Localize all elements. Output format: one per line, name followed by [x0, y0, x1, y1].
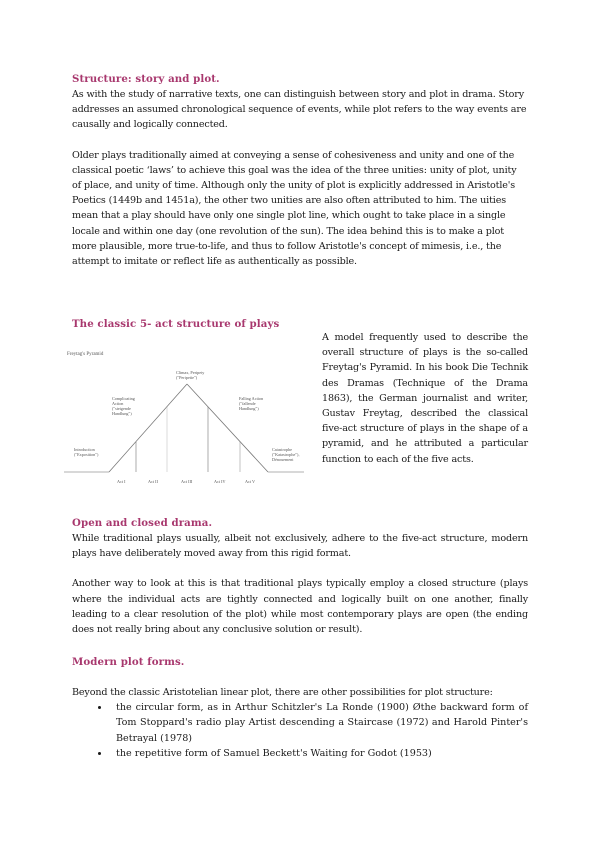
svg-text:Climax, Peripety: Climax, Peripety: [176, 370, 205, 375]
svg-text:("Exposition"): ("Exposition"): [74, 452, 99, 457]
paragraph-story-plot-2: Older plays traditionally aimed at conveying a sense of cohesiveness and unity and one of the classical poetic ‘laws’ to achieve this goal was the idea of the three unities: unity of plot, unity of place, and unity of time. Although only the unity of plot is explicitly addressed in Aristotle's Poetics (1449b and 1451a), the other two unities are also often attributed to him. The uities mean that a play should have only one single plot line, which ought to take place in a single locale and within one day (one revolution of the sun). The idea behind this is to make a plot more plausible, more true-to-life, and thus to follow Aristotle's concept of mimesis, i.e., the attempt to imitate or reflect life as authentically as possible.: [72, 149, 517, 268]
svg-text:("Katastrophe"),: ("Katastrophe"),: [272, 452, 300, 457]
svg-text:Act V: Act V: [245, 479, 256, 484]
heading-story-plot: Structure: story and plot.: [72, 73, 220, 85]
paragraph-open-closed-1: While traditional plays usually, albeit not exclusively, adhere to the five-act structure, modern plays have deliberately moved away from this rigid format.: [72, 533, 528, 560]
svg-text:Dénouement: Dénouement: [272, 457, 294, 462]
svg-text:Complicating: Complicating: [112, 396, 135, 401]
list-item: • the repetitive form of Samuel Beckett's Waiting for Godot (1953): [110, 746, 528, 761]
heading-modern-plot: Modern plot forms.: [72, 656, 185, 668]
svg-text:("steigende: ("steigende: [112, 406, 131, 411]
diagram-title: Freytag's Pyramid: [67, 352, 104, 357]
paragraph-modern-intro: Beyond the classic Aristotelian linear plot, there are other possibilities for plot structure:: [72, 687, 493, 698]
svg-text:Act II: Act II: [148, 479, 158, 484]
plot-forms-list: [72, 700, 528, 761]
paragraph-freytag: A model frequently used to describe the overall structure of plays is the so-called Freytag's Pyramid. In his book Die Technik des Dramas (Technique of the Drama 1863), the German journalist and writer, Gustav Freytag, described the classical five-act structure of plays in the shape of a pyramid, and he attributed a particular function to each of the five acts.: [322, 332, 528, 465]
section-story-plot: [72, 72, 528, 269]
svg-text:Introduction: Introduction: [74, 447, 95, 452]
svg-text:Handlung"): Handlung"): [112, 411, 132, 416]
svg-text:("Peripetie"): ("Peripetie"): [176, 375, 198, 380]
heading-five-act: The classic 5- act structure of plays: [72, 318, 280, 330]
svg-text:Action: Action: [112, 401, 124, 406]
heading-open-closed: Open and closed drama.: [72, 517, 213, 529]
freytag-pyramid-diagram: [64, 347, 304, 492]
svg-text:Catastrophe: Catastrophe: [272, 447, 293, 452]
svg-text:Act IV: Act IV: [214, 479, 226, 484]
freytag-description: [322, 330, 528, 467]
paragraph-open-closed-2: Another way to look at this is that traditional plays typically employ a closed structure (plays where the individual acts are tightly connected and logically built on one another, finally leading to a clear resolution of the plot) while most contemporary plays are open (the ending does not really bring about any conclusive solution or result).: [72, 578, 528, 636]
svg-text:Act III: Act III: [181, 479, 193, 484]
svg-text:Act I: Act I: [117, 479, 126, 484]
section-open-closed: [72, 516, 528, 637]
svg-text:Falling Action: Falling Action: [239, 396, 264, 401]
section-modern-plot: [72, 655, 528, 761]
section-five-act: [67, 317, 528, 492]
svg-text:("fallende: ("fallende: [239, 401, 256, 406]
svg-text:Handlung"): Handlung"): [239, 406, 259, 411]
list-item: • the circular form, as in Arthur Schitzler's La Ronde (1900) Øthe backward form of Tom Stoppard's radio play Artist descending a Staircase (1972) and Harold Pinter's Betrayal (1978): [110, 700, 528, 746]
paragraph-story-plot-1: As with the study of narrative texts, one can distinguish between story and plot in drama. Story addresses an assumed chronological sequence of events, while plot refers to the way events are causally and logically connected.: [72, 89, 527, 131]
